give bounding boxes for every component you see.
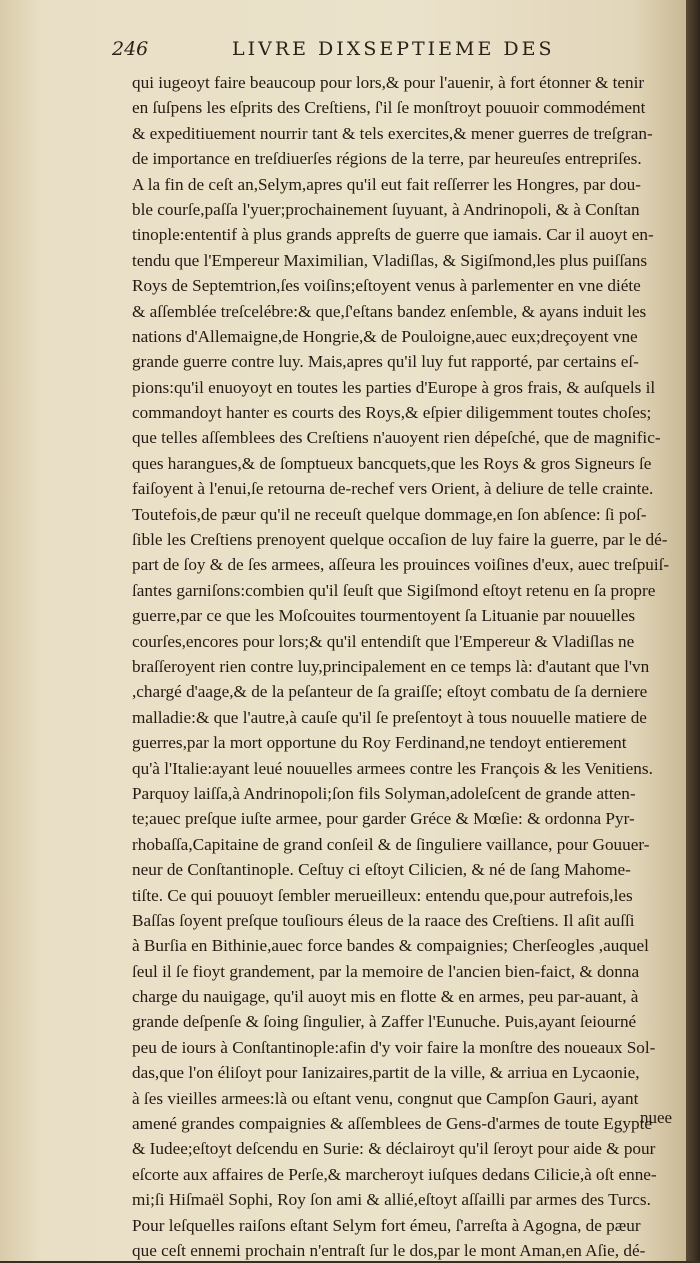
text-line: A la fin de ceſt an,Selym,apres qu'il eut fait reſſerrer les Hongres, par dou-	[132, 174, 641, 194]
text-line: que telles aſſemblees des Creſtiens n'auoyent rien dépeſché, que de magnific-	[132, 428, 661, 448]
text-line: ſible les Creſtiens prenoyent quelque occaſion de luy faire la guerre, par le dé-	[132, 530, 668, 550]
text-line: Toutefois,de pæur qu'il ne receuſt quelque dommage,en ſon abſence: ſi poſ-	[132, 504, 647, 524]
page-header	[112, 38, 672, 66]
text-line: charge du nauigage, qu'il auoyt mis en flotte & en armes, peu par-auant, à	[132, 987, 639, 1007]
text-line: ſeul il ſe fioyt grandement, par la memoire de l'ancien bien-faict, & donna	[132, 961, 640, 981]
text-line: part de ſoy & de ſes armees, aſſeura les prouinces voiſines d'eux, auec treſpuiſ-	[132, 555, 670, 575]
text-line: Roys de Septemtrion,ſes voiſins;eſtoyent venus à parlementer en vne diéte	[132, 276, 641, 296]
catchword: nuee	[640, 1108, 673, 1127]
page-number: 246	[112, 38, 149, 60]
text-line: & aſſemblée treſcelébre:& que,ſ'eſtans bandez enſemble, & ayans induit les	[132, 301, 647, 321]
text-line: tiſte. Ce qui pouuoyt ſembler merueilleux: entendu que,pour autrefois,les	[132, 885, 633, 905]
text-line: eſcorte aux affaires de Perſe,& marcheroyt iuſques dedans Cilicie,à oſt enne-	[132, 1164, 657, 1184]
text-line: guerre,par ce que les Moſcouites tourmentoyent ſa Lituanie par nouuelles	[132, 606, 636, 626]
text-line: grande guerre contre luy. Mais,apres qu'il luy fut rapporté, par certains eſ-	[132, 352, 639, 372]
text-line: qui iugeoyt faire beaucoup pour lors,& pour l'auenir, à fort étonner & tenir	[132, 73, 645, 92]
text-line: peu de iours à Conſtantinople:afin d'y voir faire la monſtre des noueaux Sol-	[132, 1037, 656, 1057]
text-line: & Iudee;eſtoyt deſcendu en Surie: & déclairoyt qu'il ſeroyt pour aide & pour	[132, 1139, 656, 1159]
text-line: rhobaſſa,Capitaine de grand conſeil & de ſinguliere vaillance, pour Gouuer-	[132, 834, 650, 854]
text-line: tinople:ententif à plus grands appreſts de guerre que iamais. Car il auoyt en-	[132, 225, 654, 245]
text-line: malladie:& que l'autre,à cauſe qu'il ſe preſentoyt à tous nouuelle matiere de	[132, 707, 647, 727]
text-line: faiſoyent à l'enui,ſe retourna de-rechef vers Orient, à deliure de telle crainte.	[132, 479, 654, 499]
text-line: grande deſpenſe & ſoing ſingulier, à Zaffer l'Eunuche. Puis,ayant ſeiourné	[132, 1012, 637, 1032]
text-line: qu'à l'Italie:ayant leué nouuelles armees contre les François & les Venitiens.	[132, 758, 653, 778]
book-edge	[686, 0, 700, 1261]
text-line: commandoyt hanter es courts des Roys,& eſpier diligemment toutes choſes;	[132, 403, 652, 423]
text-line: nations d'Allemaigne,de Hongrie,& de Pouloigne,auec eux;dreçoyent vne	[132, 326, 638, 346]
text-line: braſſeroyent rien contre luy,principalement en ce temps là: d'autant que l'vn	[132, 656, 650, 676]
body-text	[132, 70, 680, 1263]
text-line: amené grandes compaignies & aſſemblees de Gens-d'armes de toute Egypte	[132, 1114, 652, 1134]
text-line: & expeditiuement nourrir tant & tels exercites,& mener guerres de treſgran-	[132, 123, 653, 143]
text-line: Baſſas ſoyent preſque touſiours éleus de la raace des Creſtiens. Il aſit auſſi	[132, 910, 635, 930]
text-line: ble courſe,paſſa l'yuer;prochainement ſuyuant, à Andrinopoli, & à Conſtan	[132, 199, 640, 219]
text-line: que ceſt ennemi prochain n'entraſt ſur le dos,par le mont Aman,en Aſie, dé-	[132, 1240, 646, 1260]
text-line: de importance en treſdiuerſes régions de la terre, par heureuſes entrepriſes.	[132, 149, 642, 169]
text-line: neur de Conſtantinople. Ceſtuy ci eſtoyt Cilicien, & né de ſang Mahome-	[132, 860, 631, 880]
text-line: Pour leſquelles raiſons eſtant Selym fort émeu, ſ'arreſta à Agogna, de pæur	[132, 1215, 641, 1235]
text-line: mi;ſi Hiſmaël Sophi, Roy ſon ami & allié,eſtoyt aſſailli par armes des Turcs.	[132, 1190, 651, 1210]
text-line: à Burſia en Bithinie,auec force bandes & compaignies; Cherſeogles ,auquel	[132, 936, 649, 956]
text-line: ,chargé d'aage,& de la peſanteur de ſa graiſſe; eſtoyt combatu de ſa derniere	[132, 682, 648, 702]
running-title: LIVRE DIXSEPTIEME DES	[232, 38, 555, 60]
text-line: tendu que l'Empereur Maximilian, Vladiſlas, & Sigiſmond,les plus puiſſans	[132, 250, 648, 270]
text-line: das,que l'on éliſoyt pour Ianizaires,partit de la ville, & arriua en Lycaonie,	[132, 1063, 640, 1083]
text-line: en ſuſpens les eſprits des Creſtiens, ſ'il ſe monſtroyt pouuoir commodément	[132, 98, 646, 118]
text-line: pions:qu'il enuoyoyt en toutes les parties d'Europe à gros frais, & auſquels il	[132, 377, 656, 397]
text-line: courſes,encores pour lors;& qu'il entendiſt que l'Empereur & Vladiſlas ne	[132, 631, 635, 651]
text-line: ſantes garniſons:combien qu'il ſeuſt que Sigiſmond eſtoyt retenu en ſa propre	[132, 580, 656, 600]
text-line: te;auec preſque iuſte armee, pour garder Gréce & Mœſie: & ordonna Pyr-	[132, 809, 635, 829]
text-line: à ſes vieilles armees:là ou eſtant venu, congnut que Campſon Gauri, ayant	[132, 1088, 639, 1108]
text-line: ques harangues,& de ſomptueux bancquets,que les Roys & gros Signeurs ſe	[132, 453, 652, 473]
text-line: Parquoy laiſſa,à Andrinopoli;ſon fils Solyman,adoleſcent de grande atten-	[132, 783, 636, 803]
text-line: guerres,par la mort opportune du Roy Ferdinand,ne tendoyt entierement	[132, 733, 627, 753]
